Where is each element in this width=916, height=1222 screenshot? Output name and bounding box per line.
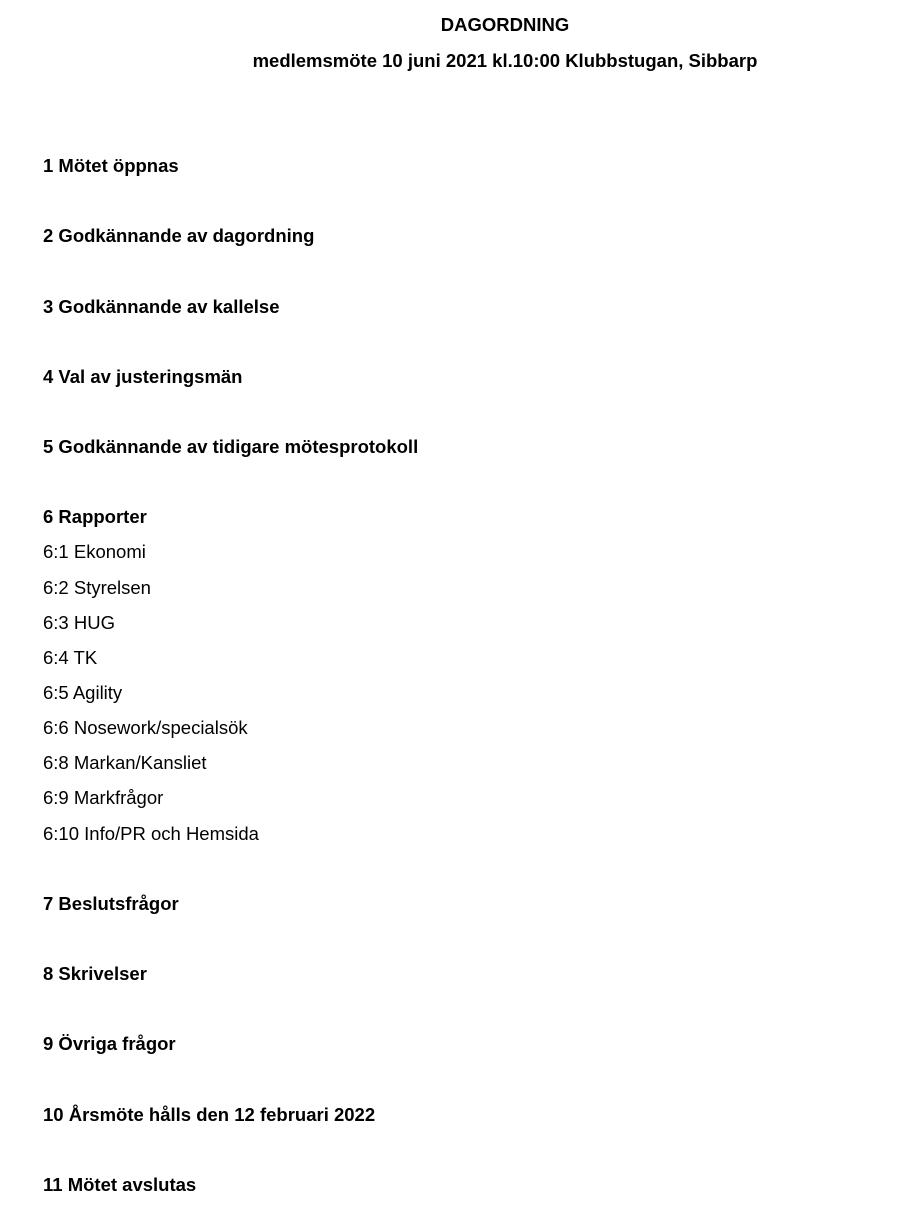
agenda-item: 10 Årsmöte hålls den 12 februari 2022 (43, 1104, 376, 1125)
document-subtitle: medlemsmöte 10 juni 2021 kl.10:00 Klubbstugan, Sibbarp (252, 50, 758, 71)
agenda-item: 3 Godkännande av kallelse (43, 296, 280, 317)
agenda-item: 7 Beslutsfrågor (43, 893, 179, 914)
agenda-subitem: 6:4 TK (43, 647, 98, 668)
agenda-subitem: 6:8 Markan/Kansliet (43, 752, 207, 773)
agenda-subitem: 6:3 HUG (43, 612, 115, 633)
agenda-subitem: 6:6 Nosework/specialsök (43, 717, 248, 738)
document-title: DAGORDNING (440, 14, 570, 35)
agenda-item: 11 Mötet avslutas (43, 1174, 197, 1195)
agenda-item: 1 Mötet öppnas (43, 155, 179, 176)
agenda-subitem: 6:10 Info/PR och Hemsida (43, 823, 259, 844)
agenda-subitem: 6:1 Ekonomi (43, 541, 146, 562)
agenda-item: 5 Godkännande av tidigare mötesprotokoll (43, 436, 419, 457)
agenda-subitem: 6:5 Agility (43, 682, 123, 703)
agenda-subitem: 6:9 Markfrågor (43, 787, 164, 808)
agenda-item: 4 Val av justeringsmän (43, 366, 243, 387)
agenda-item: 2 Godkännande av dagordning (43, 225, 315, 246)
agenda-item: 8 Skrivelser (43, 963, 147, 984)
agenda-item: 6 Rapporter (43, 506, 147, 527)
agenda-item: 9 Övriga frågor (43, 1033, 176, 1054)
agenda-subitem: 6:2 Styrelsen (43, 577, 151, 598)
